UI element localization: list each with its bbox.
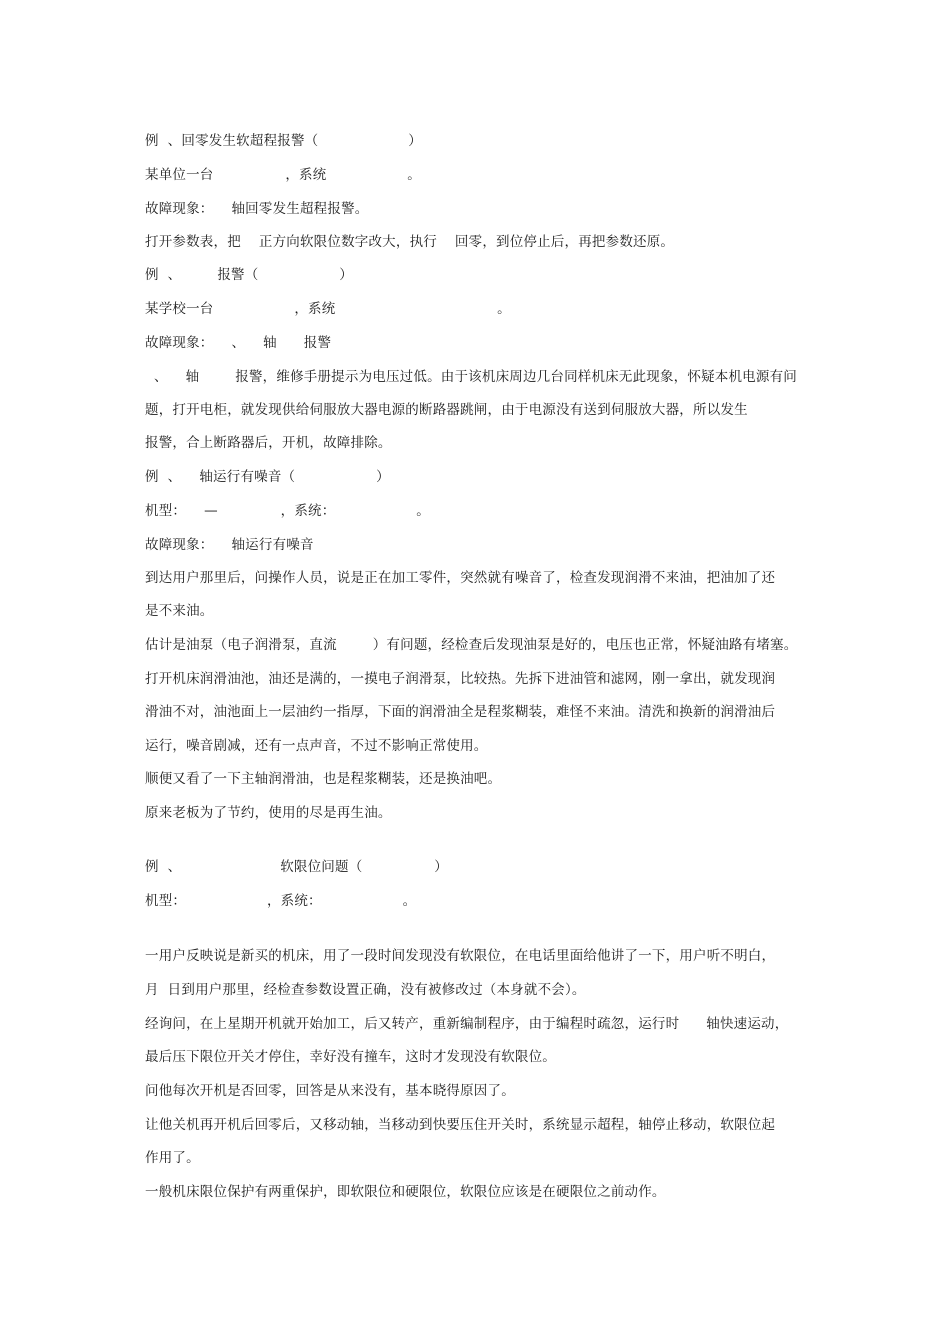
case-3-body-line-4: 打开机床润滑油池，油还是满的，一摸电子润滑泵，比较热。先拆下进油管和滤网，刚一拿出，就发现润: [145, 671, 776, 687]
case-3-body-line-8: 原来老板为了节约，使用的尽是再生油。: [145, 805, 392, 821]
case-3-body-line-5: 滑油不对，油池面上一层油约一指厚，下面的润滑油全是程浆糊装，难怪不来油。清洗和换新的润滑油后: [145, 704, 776, 720]
case-2-body-line-3: 报警，合上断路器后，开机，故障排除。: [145, 435, 392, 451]
case-2-heading: 例 、 报警（ ）: [145, 267, 353, 283]
case-3-body-line-6: 运行，噪音剧减，还有一点声音，不过不影响正常使用。: [145, 738, 488, 754]
case-4-body-line-6: 让他关机再开机后回零后，又移动轴，当移动到快要压住开关时，系统显示超程，轴停止移动，软限位起: [145, 1117, 776, 1133]
case-4-body-line-7: 作用了。: [145, 1150, 200, 1166]
case-2-body-line-2: 题，打开电柜，就发现供给伺服放大器电源的断路器跳闸，由于电源没有送到伺服放大器，所以发生: [145, 402, 748, 418]
case-4-body-line-1: 一用户反映说是新买的机床，用了一段时间发现没有软限位，在电话里面给他讲了一下，用户听不明白，: [145, 948, 776, 964]
case-2-symptom: 故障现象： 、 轴 报警: [145, 335, 332, 351]
case-3-body-line-2: 是不来油。: [145, 603, 214, 619]
case-3-symptom: 故障现象： 轴运行有噪音: [145, 537, 314, 553]
case-4-machine: 机型： ，系统： 。: [145, 893, 417, 909]
case-3-machine: 机型： — ，系统： 。: [145, 503, 430, 519]
case-4-body-line-3: 经询问，在上星期开机就开始加工，后又转产，重新编制程序，由于编程时疏忽，运行时 轴快速运动，: [145, 1016, 789, 1032]
case-4-heading: 例 、 软限位问题（ ）: [145, 859, 448, 875]
case-3-body-line-7: 顺便又看了一下主轴润滑油，也是程浆糊装，还是换油吧。: [145, 771, 502, 787]
case-4-body-line-5: 问他每次开机是否回零，回答是从来没有，基本晓得原因了。: [145, 1083, 515, 1099]
case-2-body-line-1: 、 轴 报警，维修手册提示为电压过低。由于该机床周边几台同样机床无此现象，怀疑本机电源有问: [145, 369, 797, 385]
case-1-solution: 打开参数表，把 正方向软限位数字改大，执行 回零，到位停止后，再把参数还原。: [145, 234, 675, 250]
case-1-machine: 某单位一台 ，系统 。: [145, 167, 422, 183]
case-1-heading: 例 、回零发生软超程报警（ ）: [145, 133, 422, 149]
case-2-machine: 某学校一台 ，系统 。: [145, 301, 511, 317]
case-3-heading: 例 、 轴运行有噪音（ ）: [145, 469, 390, 485]
case-1-symptom: 故障现象： 轴回零发生超程报警。: [145, 201, 369, 217]
case-4-body-line-2: 月 日到用户那里，经检查参数设置正确，没有被修改过（本身就不会）。: [145, 982, 586, 998]
case-4-body-line-8: 一般机床限位保护有两重保护，即软限位和硬限位，软限位应该是在硬限位之前动作。: [145, 1184, 666, 1200]
case-3-body-line-1: 到达用户那里后，问操作人员，说是正在加工零件，突然就有噪音了，检查发现润滑不来油，把油加了还: [145, 570, 776, 586]
case-4-body-line-4: 最后压下限位开关才停住，幸好没有撞车，这时才发现没有软限位。: [145, 1049, 556, 1065]
case-3-body-line-3: 估计是油泵（电子润滑泵，直流 ）有问题，经检查后发现油泵是好的，电压也正常，怀疑油路有堵塞。: [145, 637, 798, 653]
